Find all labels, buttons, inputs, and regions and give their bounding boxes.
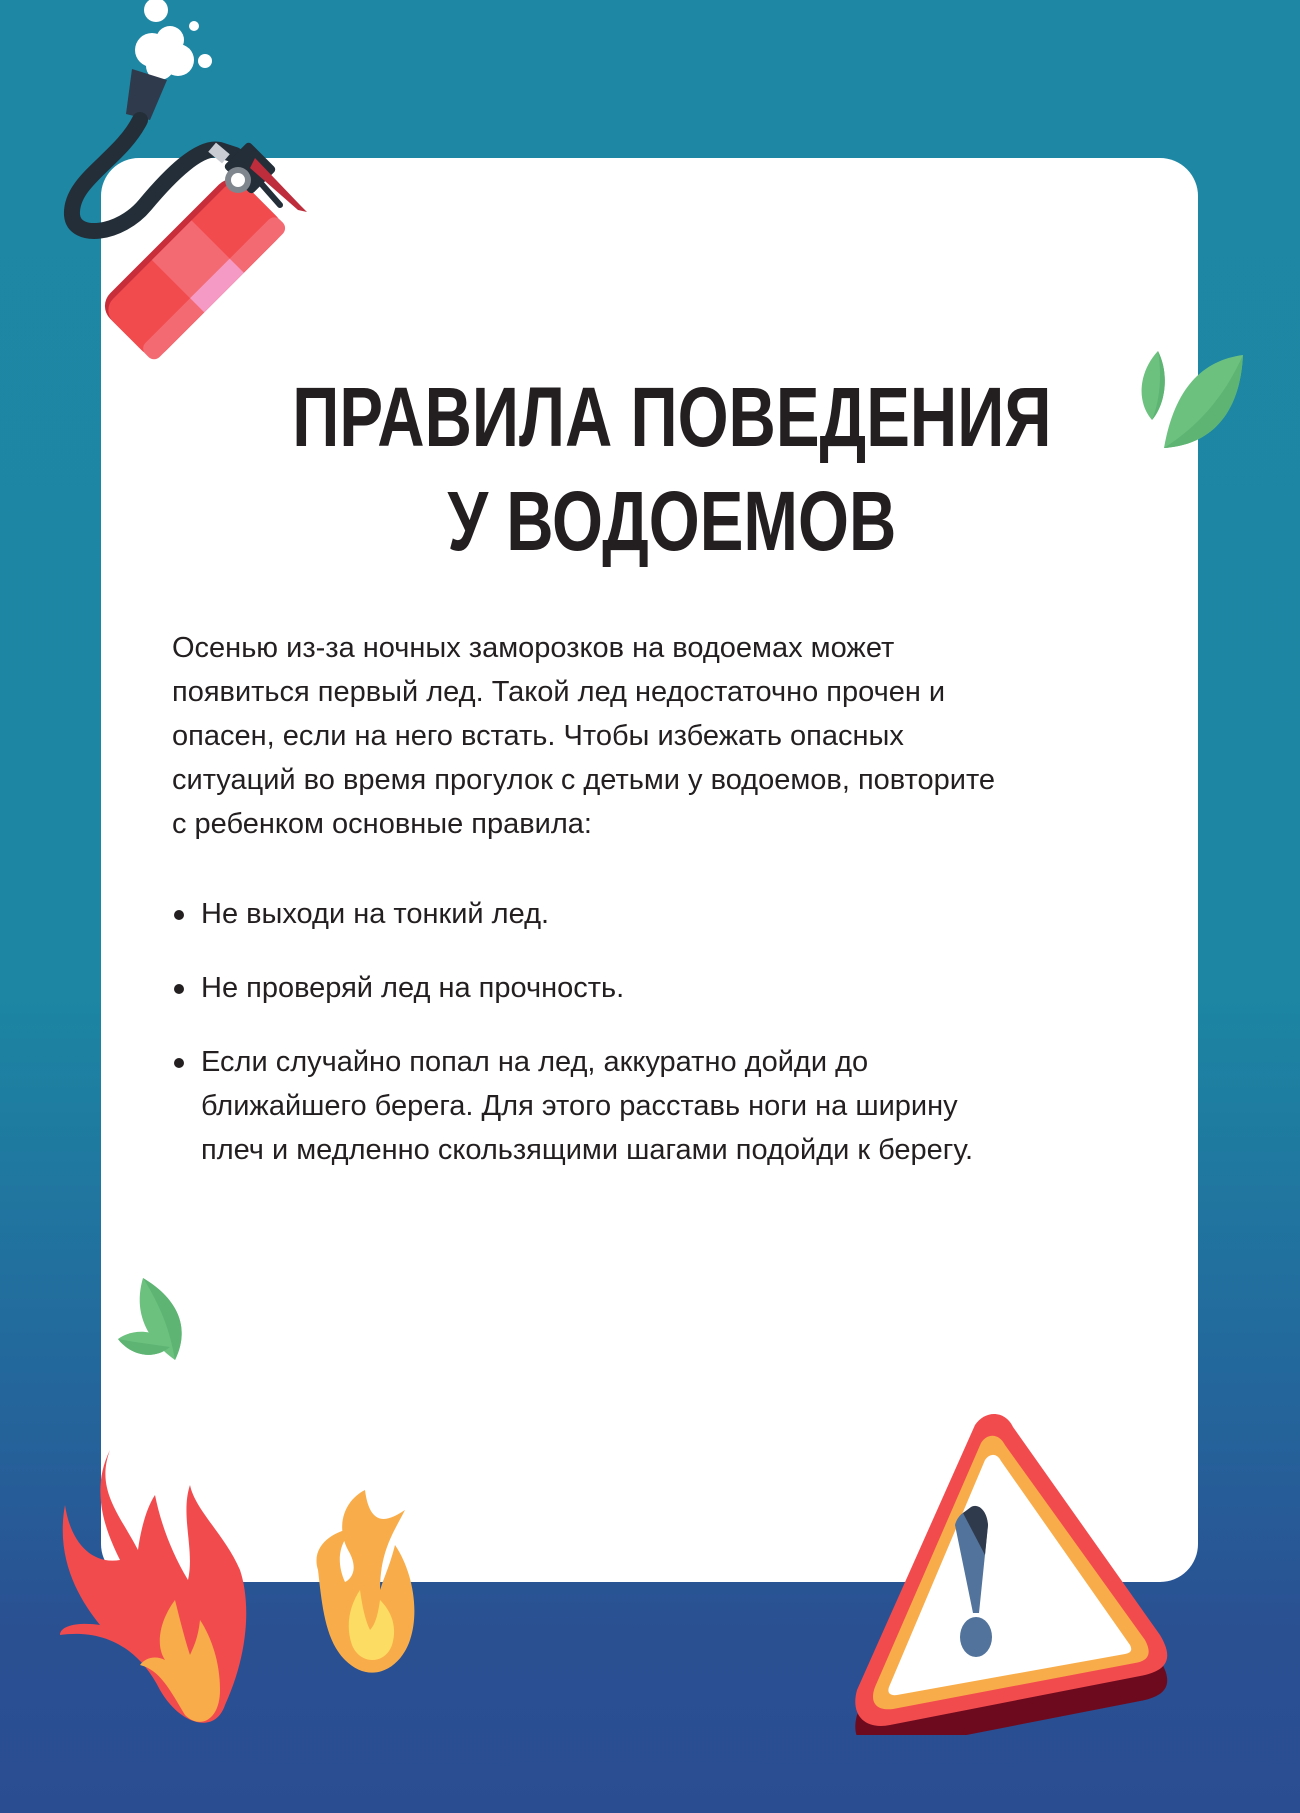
bullet-icon [174, 910, 184, 920]
intro-line: ситуаций во время прогулок с детьми у водоемов, повторите [172, 764, 996, 796]
intro-line: Осенью из-за ночных заморозков на водоемах может [172, 632, 895, 664]
title-line: ПРАВИЛА ПОВЕДЕНИЯ [292, 370, 1052, 464]
rule-text: Если случайно попал на лед, аккуратно дойди до [201, 1046, 869, 1078]
big-flame [60, 1450, 246, 1723]
small-flame [316, 1490, 414, 1673]
list-item [172, 892, 1132, 936]
leaves-icon [1130, 345, 1250, 455]
extinguisher-body [97, 172, 288, 363]
fire-extinguisher-icon [60, 0, 320, 370]
bullet-icon [174, 984, 184, 994]
list-item [172, 966, 1132, 1010]
leaves-icon [115, 1275, 205, 1370]
flames-icon [60, 1450, 440, 1730]
title-line: У ВОДОЕМОВ [447, 474, 897, 568]
rule-text: Не выходи на тонкий лед. [201, 898, 550, 930]
warning-triangle-icon [845, 1405, 1180, 1735]
intro-line: появиться первый лед. Такой лед недостаточно прочен и [172, 676, 946, 708]
rule-text: ближайшего берега. Для этого расставь ноги на ширину [201, 1090, 958, 1122]
rule-text: Не проверяй лед на прочность. [201, 972, 625, 1004]
intro-line: опасен, если на него встать. Чтобы избежать опасных [172, 720, 904, 752]
page-title [244, 365, 1100, 573]
bullet-icon [174, 1058, 184, 1068]
rules-list [172, 892, 1132, 1202]
intro-paragraph [172, 626, 1132, 846]
list-item [172, 1040, 1132, 1172]
foam-bubbles [135, 0, 212, 80]
intro-line: с ребенком основные правила: [172, 808, 592, 840]
rule-text: плеч и медленно скользящими шагами подойди к берегу. [201, 1134, 974, 1166]
